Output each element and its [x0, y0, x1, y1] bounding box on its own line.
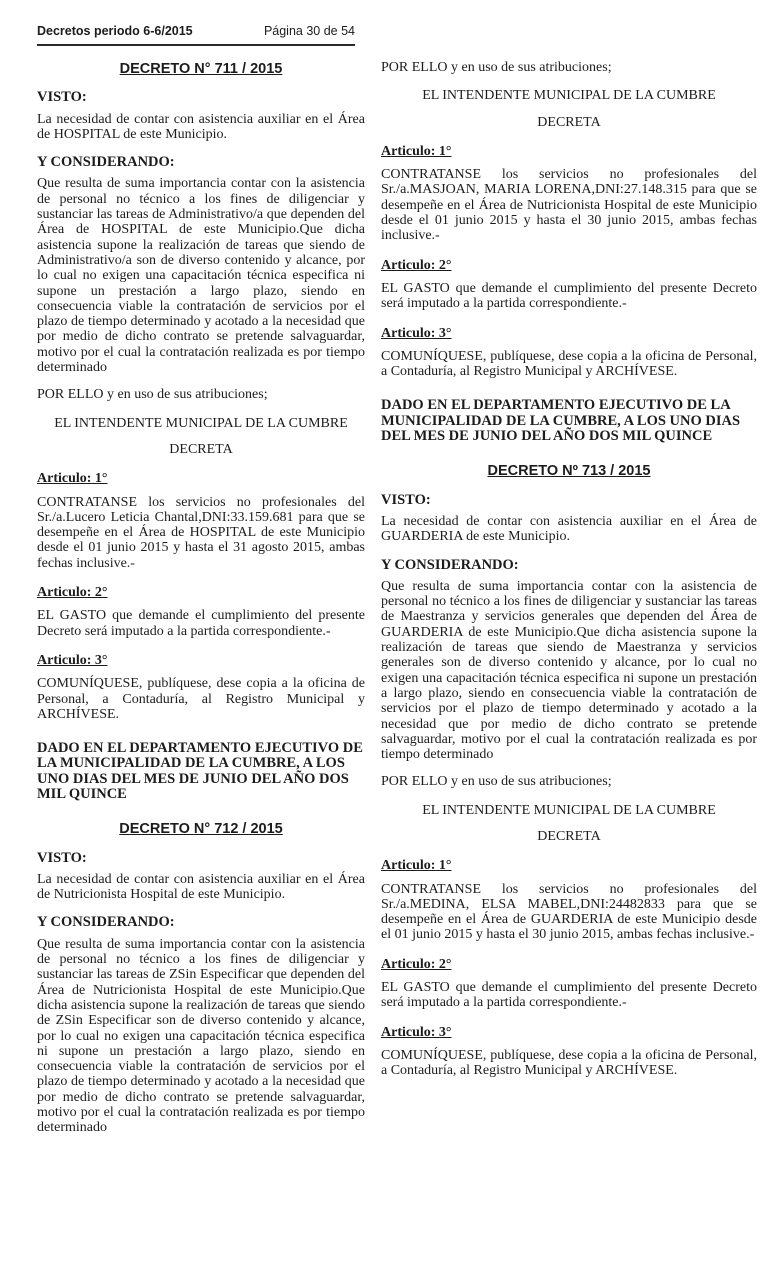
- decree-711-title: DECRETO N° 711 / 2015: [119, 61, 283, 77]
- decree-712-por-ello: POR ELLO y en uso de sus atribuciones;: [381, 60, 612, 75]
- decree-712-considerando-label: Y CONSIDERANDO:: [37, 914, 175, 931]
- decree-713-decreta-line: DECRETA: [537, 828, 601, 844]
- page-header: [37, 24, 355, 46]
- decree-712-visto-label: VISTO:: [37, 849, 87, 866]
- decree-711-visto-label: VISTO:: [37, 89, 87, 106]
- decree-711-articulo-1-text: CONTRATANSE los servicios no profesionales del Sr./a.Lucero Leticia Chantal,DNI:33.159.681 para que se desempeñe en el Área de HOSPITAL de este Municipio desde el 01 junio 2015 y hasta el 31 agosto 2015, ambas fechas inclusive.-: [37, 494, 365, 571]
- decree-712-intendente-line: EL INTENDENTE MUNICIPAL DE LA CUMBRE: [422, 88, 716, 104]
- decree-711-intendente-line: EL INTENDENTE MUNICIPAL DE LA CUMBRE: [54, 415, 348, 431]
- right-column: [381, 56, 757, 1147]
- decree-712-articulo-2-text: EL GASTO que demande el cumplimiento del presente Decreto será imputado a la partida correspondiente.-: [381, 280, 757, 312]
- decree-711-articulo-3-label: Articulo: 3°: [37, 652, 108, 668]
- decree-713-articulo-3-text: COMUNÍQUESE, publíquese, dese copia a la oficina de Personal, a Contaduría, al Registro Municipal y ARCHÍVESE.: [381, 1047, 757, 1079]
- decree-712-articulo-2-label: Articulo: 2°: [381, 257, 452, 273]
- decree-713-visto-text: La necesidad de contar con asistencia auxiliar en el Área de GUARDERIA de este Municipio.: [381, 513, 757, 545]
- decree-711-articulo-3-text: COMUNÍQUESE, publíquese, dese copia a la oficina de Personal, a Contaduría, al Registro Municipal y ARCHÍVESE.: [37, 676, 365, 722]
- two-column-layout: [37, 56, 757, 1147]
- decree-713-intendente-line: EL INTENDENTE MUNICIPAL DE LA CUMBRE: [422, 802, 716, 818]
- decree-711-considerando-text: Que resulta de suma importancia contar con la asistencia de personal no técnico a los fines de diligenciar y sustanciar las tareas de Administrativo/a que dependen del Área de HOSPITAL de este Municipio.Que dicha asistencia supone la realización de tareas que siendo de Administrativo/a son de diverso contenido y alcance, por lo cual no exigen una capacitación técnica especifica ni supone un prestación a largo plazo, siendo en consecuencia viable la contratación de servicios por el plazo de tiempo determinado y acotado a la necesidad que por medio de dicho contrato se pretende salvaguardar, motivo por el cual la contratación realizada es por tiempo determinado: [37, 176, 365, 376]
- decree-711-articulo-2-text: EL GASTO que demande el cumplimiento del presente Decreto será imputado a la partida correspondiente.-: [37, 608, 365, 639]
- left-column: [37, 56, 365, 1147]
- decree-713-considerando-label: Y CONSIDERANDO:: [381, 556, 519, 573]
- decree-713-articulo-1-label: Articulo: 1°: [381, 858, 452, 874]
- header-document-title: Decretos periodo 6-6/2015: [37, 24, 193, 38]
- decree-713-articulo-3-label: Articulo: 3°: [381, 1024, 452, 1040]
- decree-712-articulo-3-label: Articulo: 3°: [381, 325, 452, 341]
- decree-711-considerando-label: Y CONSIDERANDO:: [37, 154, 175, 171]
- decree-711-articulo-2-label: Articulo: 2°: [37, 585, 108, 601]
- header-page-number: Página 30 de 54: [263, 24, 355, 38]
- decree-712-articulo-3-text: COMUNÍQUESE, publíquese, dese copia a la oficina de Personal, a Contaduría, al Registro Municipal y ARCHÍVESE.: [381, 348, 757, 380]
- decree-712-decreta-line: DECRETA: [537, 114, 601, 130]
- decree-713-articulo-2-text: EL GASTO que demande el cumplimiento del presente Decreto será imputado a la partida correspondiente.-: [381, 980, 757, 1011]
- decree-712-visto-text: La necesidad de contar con asistencia auxiliar en el Área de Nutricionista Hospital de este Municipio.: [37, 871, 365, 903]
- decree-711-visto-text: La necesidad de contar con asistencia auxiliar en el Área de HOSPITAL de este Municipio.: [37, 111, 365, 142]
- decree-711-articulo-1-label: Articulo: 1°: [37, 471, 108, 487]
- decree-713-articulo-2-label: Articulo: 2°: [381, 956, 452, 972]
- decree-712-dado-text: DADO EN EL DEPARTAMENTO EJECUTIVO DE LA MUNICIPALIDAD DE LA CUMBRE, A LOS UNO DIAS DEL MES DE JUNIO DEL AÑO DOS MIL QUINCE: [381, 397, 741, 445]
- decree-711-por-ello: POR ELLO y en uso de sus atribuciones;: [37, 387, 268, 403]
- decree-713-articulo-1-text: CONTRATANSE los servicios no profesionales del Sr./a.MEDINA, ELSA MABEL,DNI:24482833 para que se desempeñe en el Área de GUARDERIA de este Municipio desde el 01 junio 2015 y hasta el 30 junio 2015, ambas fechas inclusive.-: [381, 881, 757, 943]
- decree-712-articulo-1-label: Articulo: 1°: [381, 143, 452, 159]
- decree-712-considerando-text: Que resulta de suma importancia contar con la asistencia de personal no técnico a los fines de diligenciar y sustanciar las tareas de ZSin Especificar que dependen del Área de Nutricionista Hospital de este Municipio.Que dicha asistencia supone la realización de tareas que siendo de ZSin Especificar son de diverso contenido y alcance, por lo cual no exigen una capacitación técnica especifica ni supone un prestación a largo plazo, siendo en consecuencia viable la contratación de servicios por el plazo de tiempo determinado y acotado a la necesidad que por medio de dicho contrato se pretende salvaguardar, motivo por el cual la contratación realizada es por tiempo determinado: [37, 936, 365, 1136]
- decree-713-por-ello: POR ELLO y en uso de sus atribuciones;: [381, 774, 612, 790]
- decree-713-visto-label: VISTO:: [381, 491, 431, 508]
- decree-713-title: DECRETO Nº 713 / 2015: [487, 463, 651, 480]
- decree-711-decreta-line: DECRETA: [169, 441, 233, 457]
- decree-712-title: DECRETO N° 712 / 2015: [119, 821, 283, 838]
- decree-711-dado-text: DADO EN EL DEPARTAMENTO EJECUTIVO DE LA MUNICIPALIDAD DE LA CUMBRE, A LOS UNO DIAS DEL MES DE JUNIO DEL AÑO DOS MIL QUINCE: [37, 740, 363, 802]
- decree-713-considerando-text: Que resulta de suma importancia contar con la asistencia de personal no técnico a los fines de diligenciar y sustanciar las tareas de Maestranza y servicios generales que dependen del Área de GUARDERIA de este Municipio.Que dicha asistencia supone la realización de tareas que siendo de Maestranza y servicios generales son de diverso contenido y alcance, por lo cual no exigen una capacitación técnica especifica ni supone un prestación a largo plazo, siendo en consecuencia viable la contratación de servicios por el plazo de tiempo determinado y acotado a la necesidad que por medio de dicho contrato se pretende salvaguardar, motivo por el cual la contratación realizada es por tiempo determinado: [381, 578, 757, 763]
- decree-712-articulo-1-text: CONTRATANSE los servicios no profesionales del Sr./a.MASJOAN, MARIA LORENA,DNI:27.148.315 para que se desempeñe en el Área de Nutricionista Hospital de este Municipio desde el 01 junio 2015 y hasta el 30 junio 2015, ambas fechas inclusive.-: [381, 167, 757, 244]
